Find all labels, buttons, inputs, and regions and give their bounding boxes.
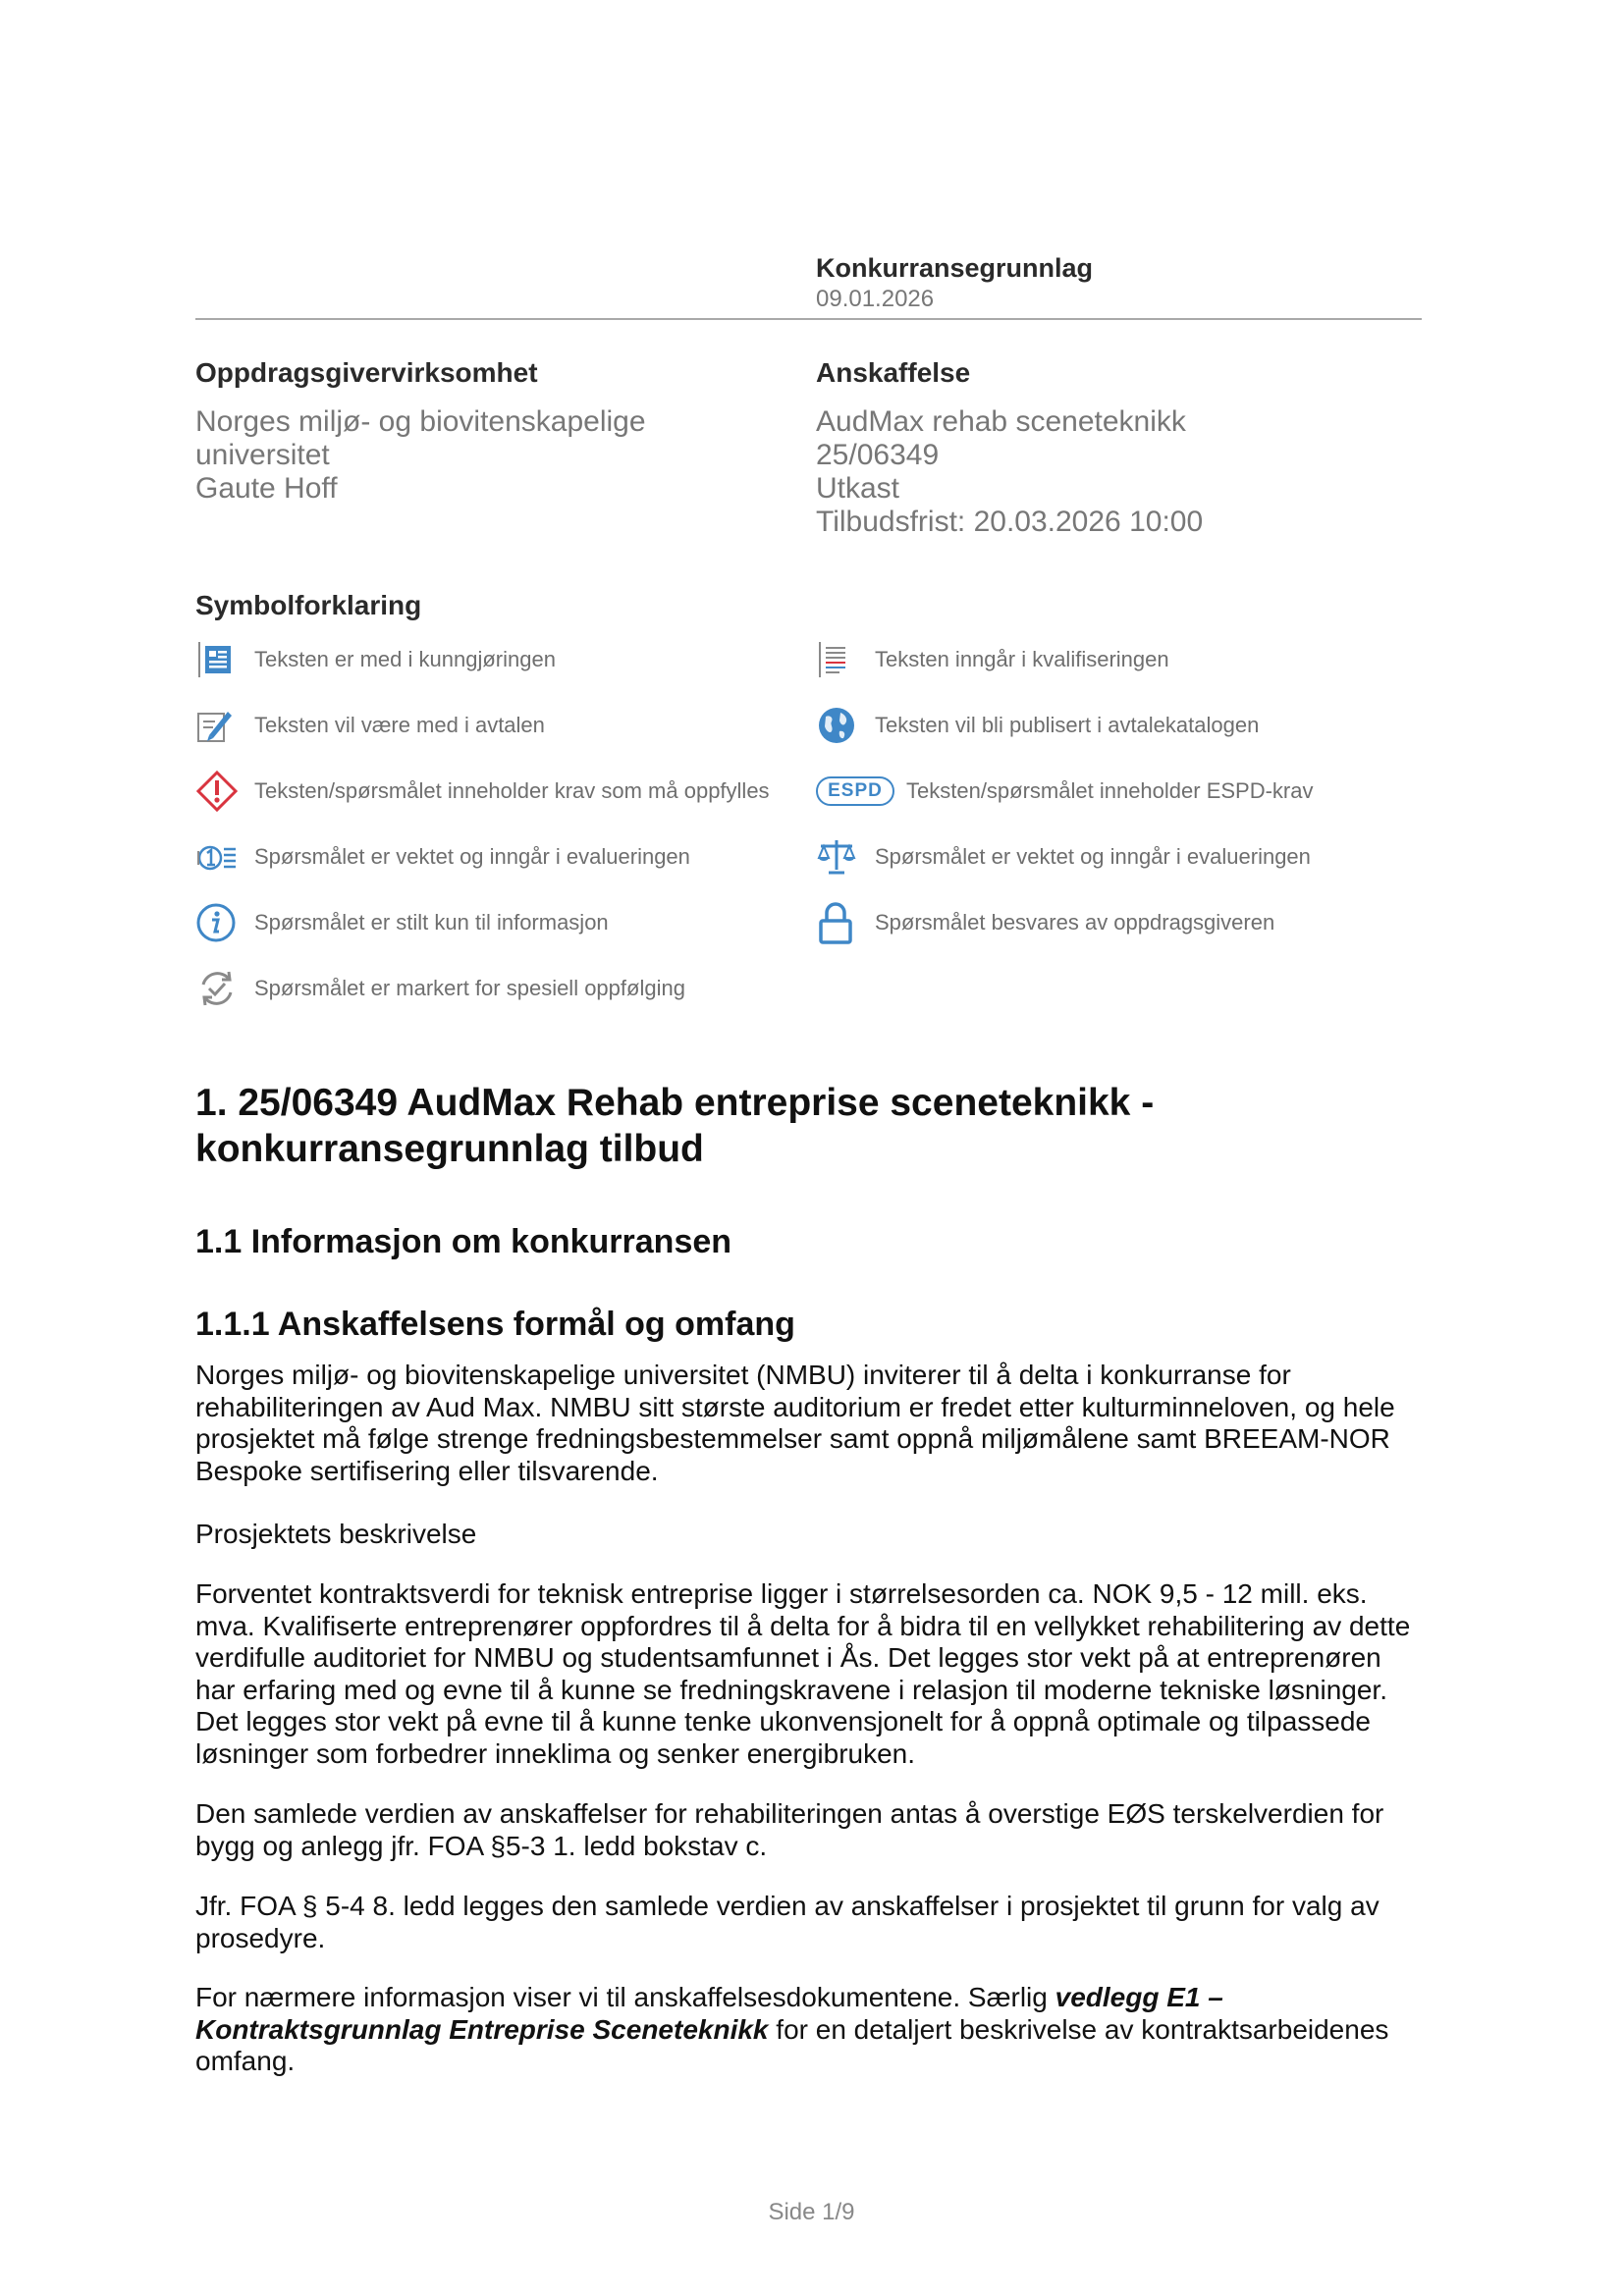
legend-text: Spørsmålet besvares av oppdragsgiveren xyxy=(875,910,1275,934)
client-block xyxy=(195,357,646,506)
scales-icon xyxy=(816,835,863,879)
qualification-list-icon xyxy=(816,638,863,681)
symbol-legend-title: Symbolforklaring xyxy=(195,590,422,620)
client-line: universitet xyxy=(195,439,330,471)
section-heading-1: 1. 25/06349 AudMax Rehab entreprise sceneteknikk - konkurransegrunnlag tilbud xyxy=(195,1082,1155,1170)
espd-badge-icon: ESPD xyxy=(816,776,894,806)
section-heading-1-1-1: 1.1.1 Anskaffelsens formål og omfang xyxy=(195,1306,795,1343)
legend-text: Spørsmålet er vektet og inngår i evalueringen xyxy=(254,844,690,869)
document-date: 09.01.2026 xyxy=(816,286,935,312)
legend-item xyxy=(195,770,770,813)
legend-text: Teksten er med i kunngjøringen xyxy=(254,647,556,671)
legend-text: Teksten vil bli publisert i avtalekatalogen xyxy=(875,713,1260,737)
paragraph: Den samlede verdien av anskaffelser for rehabiliteringen antas å overstige EØS terskelverdien for bygg og anlegg jfr. FOA §5-3 1. ledd bokstav c. xyxy=(195,1798,1384,1861)
paragraph: Jfr. FOA § 5-4 8. ledd legges den samlede verdien av anskaffelser i prosjektet til grunn for valg av prosedyre. xyxy=(195,1891,1380,1953)
legend-item xyxy=(816,638,1314,681)
legend-item xyxy=(816,901,1314,944)
lock-icon xyxy=(816,901,863,944)
globe-icon xyxy=(816,704,863,747)
symbol-legend-right xyxy=(816,638,1314,944)
legend-item xyxy=(195,638,770,681)
warning-requirement-icon xyxy=(195,770,243,813)
paragraph xyxy=(195,1982,1423,2078)
legend-item xyxy=(816,770,1314,813)
legend-item xyxy=(195,967,770,1010)
paragraph: Prosjektets beskrivelse xyxy=(195,1519,477,1549)
legend-item xyxy=(195,901,770,944)
legend-text: Teksten inngår i kvalifiseringen xyxy=(875,647,1169,671)
page-number: Side 1/9 xyxy=(768,2199,855,2225)
legend-item xyxy=(816,704,1314,747)
header-divider xyxy=(195,318,1422,320)
section-heading-1-1: 1.1 Informasjon om konkurransen xyxy=(195,1223,732,1260)
legend-item xyxy=(195,835,770,879)
client-line: Norges miljø- og biovitenskapelige xyxy=(195,405,646,438)
legend-item xyxy=(195,704,770,747)
weighted-list-icon xyxy=(195,835,243,879)
procurement-block xyxy=(816,357,1203,539)
procurement-line: AudMax rehab sceneteknikk xyxy=(816,405,1186,438)
document-title: Konkurransegrunnlag xyxy=(816,253,1094,283)
procurement-heading: Anskaffelse xyxy=(816,357,971,388)
paragraph: Norges miljø- og biovitenskapelige universitet (NMBU) inviterer til å delta i konkurranse for rehabiliteringen av Aud Max. NMBU sitt største auditorium er fredet etter kulturminneloven, og hele prosjektet må følge strenge fredningsbestemmelser samt oppnå miljømålene samt BREEAM-NOR Bespoke sertifisering eller tilsvarende. xyxy=(195,1360,1395,1486)
info-icon xyxy=(195,901,243,944)
procurement-line: Tilbudsfrist: 20.03.2026 10:00 xyxy=(816,506,1204,538)
legend-text: Teksten/spørsmålet inneholder ESPD-krav xyxy=(906,778,1314,803)
symbol-legend-left xyxy=(195,638,770,1010)
paragraph-text: For nærmere informasjon viser vi til anskaffelsesdokumentene. Særlig xyxy=(195,1982,1055,2012)
procurement-line: 25/06349 xyxy=(816,439,940,471)
legend-text: Spørsmålet er vektet og inngår i evalueringen xyxy=(875,844,1311,869)
paragraph: Forventet kontraktsverdi for teknisk entreprise ligger i størrelsesorden ca. NOK 9,5 - 12 mill. eks. mva. Kvalifiserte entreprenører oppfordres til å delta for å bidra til en vellykket rehabilitering av dette verdifulle auditoriet for NMBU og studentsamfunnet i Ås. Det legges stor vekt på at entreprenøren har erfaring med og evne til å kunne se fredningskravene i relasjon til moderne tekniske løsninger. Det legges stor vekt på evne til å kunne tenke ukonvensjonelt for å oppnå optimale og tilpassede løsninger som forbedrer inneklima og senker energibruken. xyxy=(195,1578,1411,1769)
followup-check-icon xyxy=(195,967,243,1010)
paragraph-text: for en detaljert beskrivelse av kontraktsarbeidenes omfang. xyxy=(195,2013,1389,2076)
client-line: Gaute Hoff xyxy=(195,472,338,505)
procurement-line: Utkast xyxy=(816,472,900,505)
attachment-reference: vedlegg E1 – Kontraktsgrunnlag Entreprise Sceneteknikk xyxy=(195,1982,1223,2045)
legend-text: Teksten/spørsmålet inneholder krav som må oppfylles xyxy=(254,778,770,803)
legend-text: Spørsmålet er markert for spesiell oppfølging xyxy=(254,976,685,1000)
legend-text: Teksten vil være med i avtalen xyxy=(254,713,545,737)
announcement-icon xyxy=(195,638,243,681)
legend-text: Spørsmålet er stilt kun til informasjon xyxy=(254,910,609,934)
legend-item xyxy=(816,835,1314,879)
contract-edit-icon xyxy=(195,704,243,747)
client-heading: Oppdragsgivervirksomhet xyxy=(195,357,538,388)
